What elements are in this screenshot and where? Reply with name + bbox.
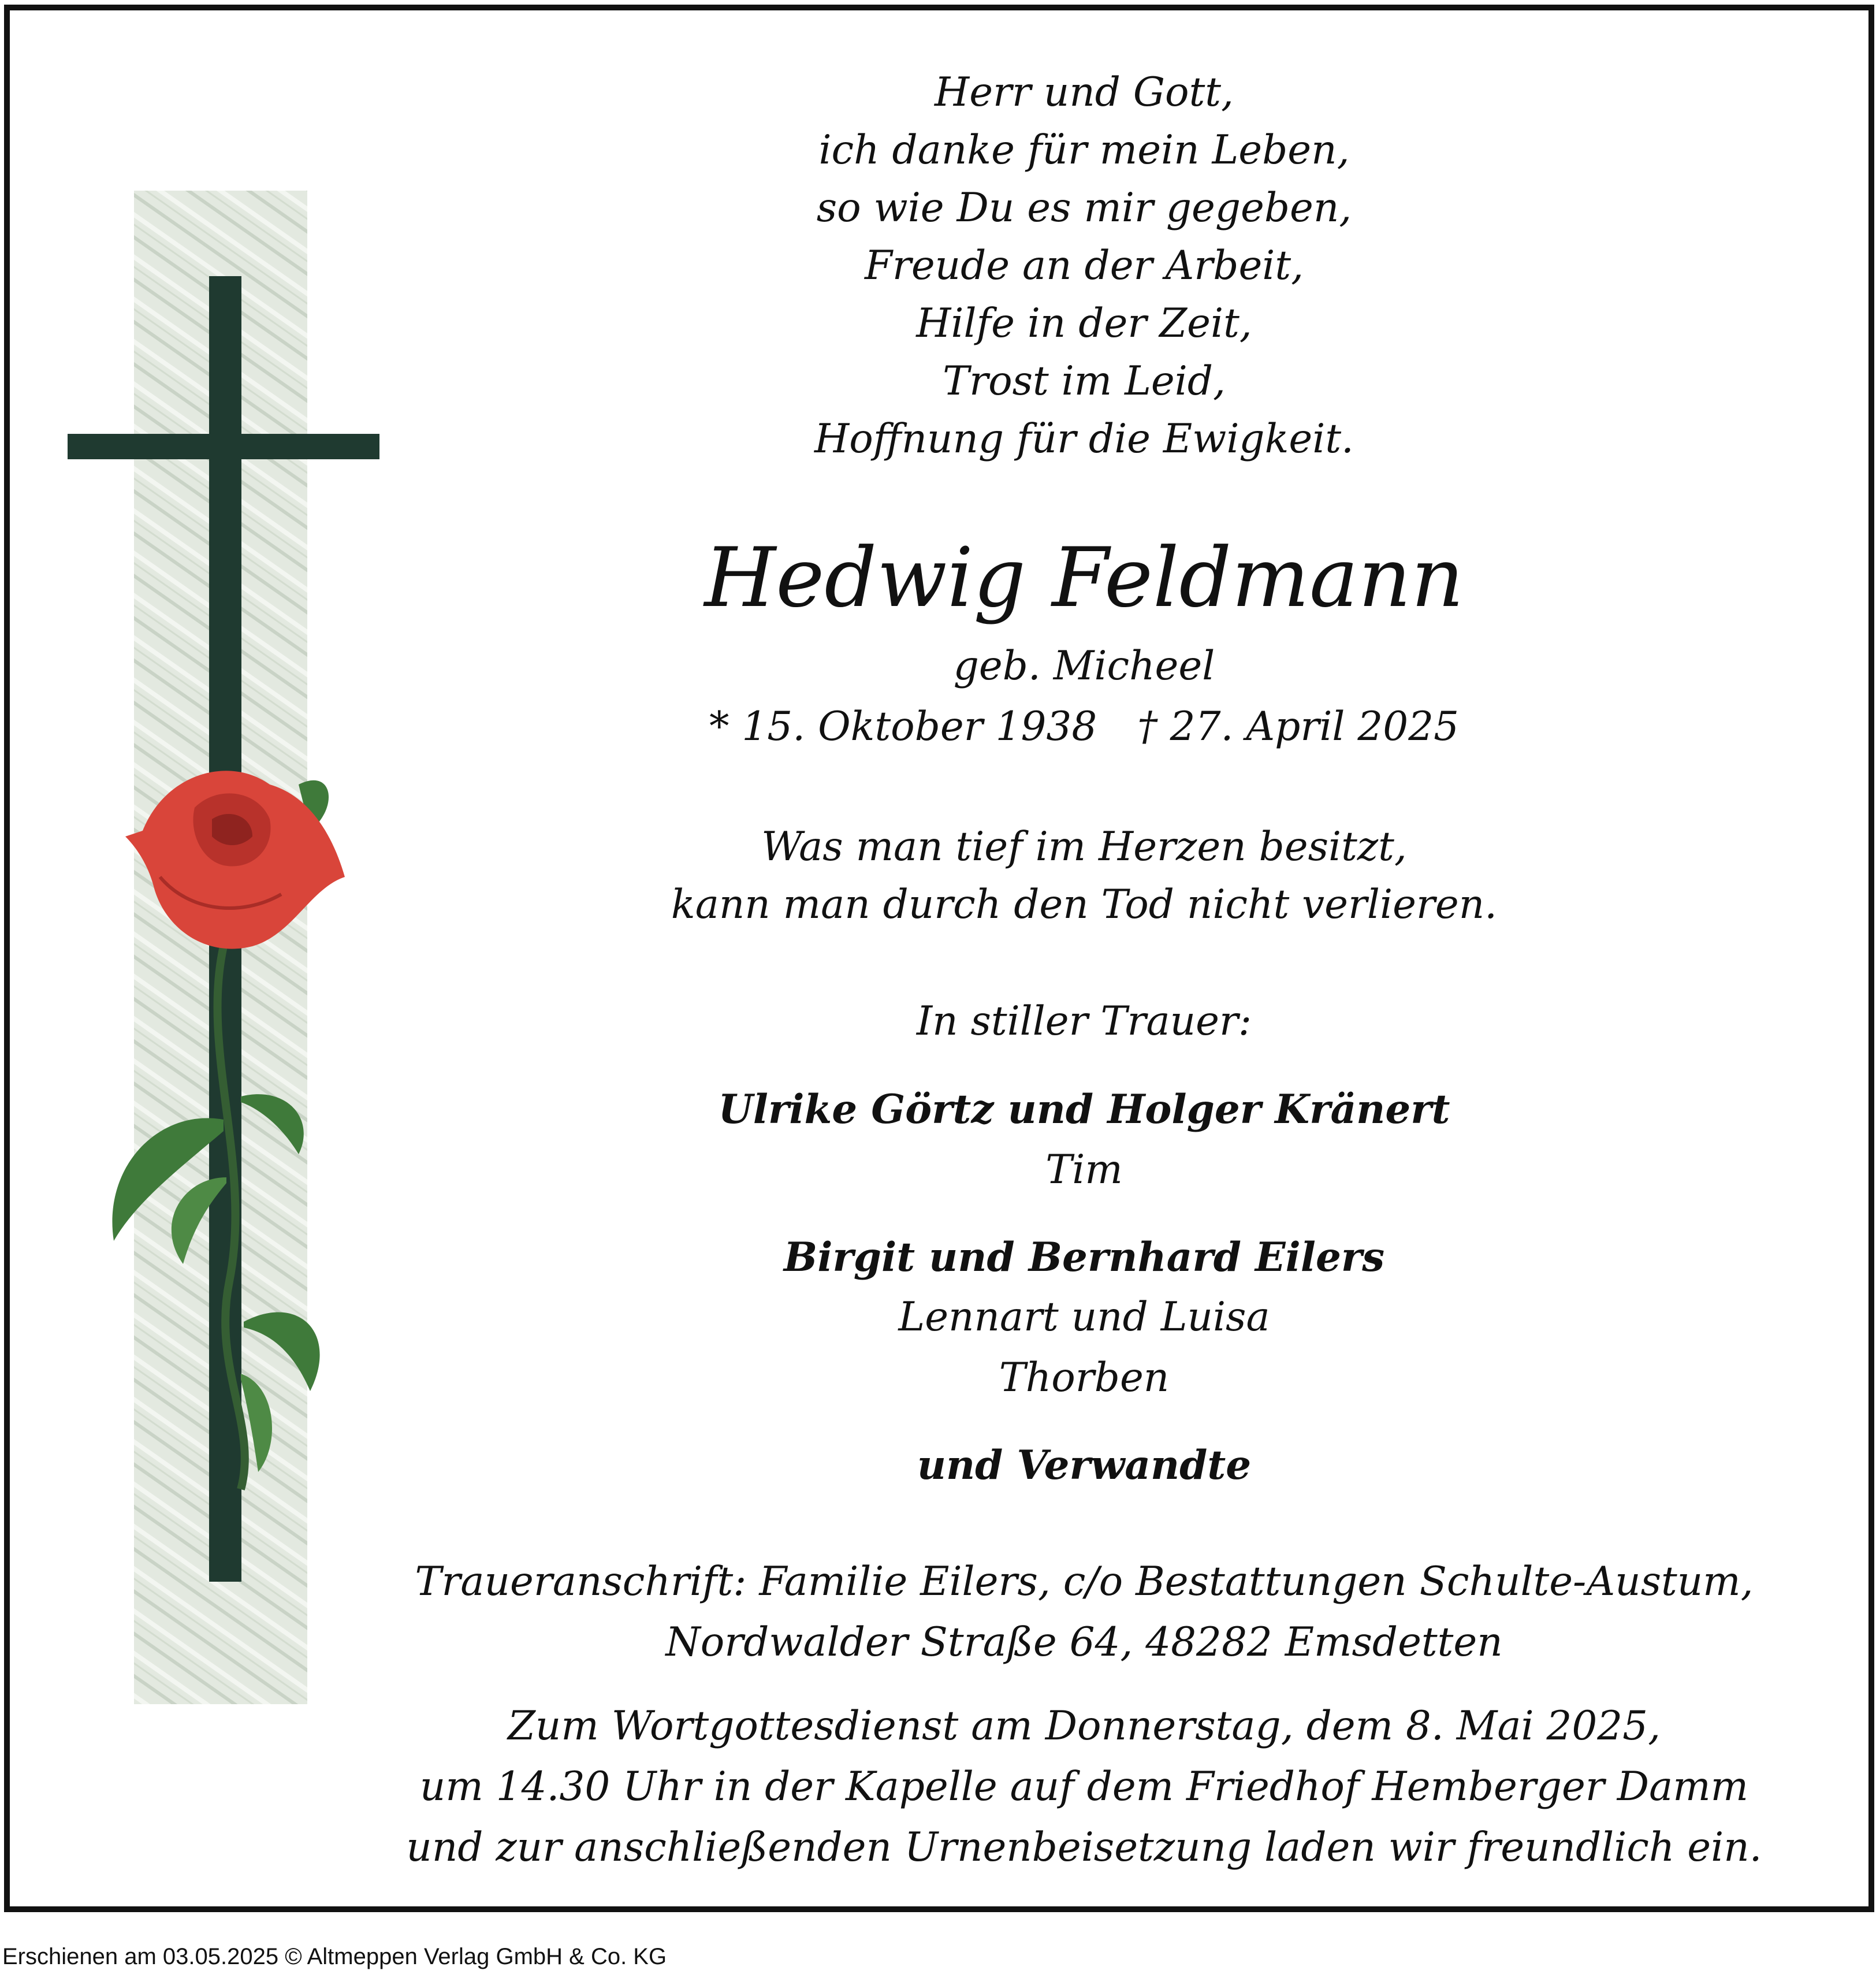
relatives-line: und Verwandte xyxy=(917,1442,1252,1489)
service-line: Zum Wortgottesdienst am Donnerstag, dem 8. Mai 2025, xyxy=(507,1703,1661,1749)
verse-line: Freude an der Arbeit, xyxy=(864,243,1304,289)
address-line: Traueranschrift: Familie Eilers, c/o Bestattungen Schulte-Austum, xyxy=(415,1559,1754,1605)
verse-line: Herr und Gott, xyxy=(935,69,1234,116)
mourner-group-name: Birgit und Bernhard Eilers xyxy=(783,1234,1385,1281)
life-dates xyxy=(391,704,1777,750)
service-line: um 14.30 Uhr in der Kapelle auf dem Friedhof Hemberger Damm xyxy=(419,1764,1749,1810)
verse-line: Hoffnung für die Ewigkeit. xyxy=(814,416,1354,462)
verse-line: Trost im Leid, xyxy=(943,358,1226,404)
address-line: Nordwalder Straße 64, 48282 Emsdetten xyxy=(665,1619,1503,1665)
quote-line: Was man tief im Herzen besitzt, xyxy=(761,824,1407,870)
verse-line: so wie Du es mir gegeben, xyxy=(816,185,1352,231)
cross-rose-graphic xyxy=(68,184,391,1709)
mourner-group-name: Ulrike Görtz und Holger Kränert xyxy=(718,1086,1450,1133)
mourner-child: Tim xyxy=(1045,1147,1123,1193)
maiden-name: geb. Micheel xyxy=(953,643,1215,689)
verse-line: ich danke für mein Leben, xyxy=(818,127,1350,173)
verse-line: Hilfe in der Zeit, xyxy=(916,300,1252,347)
publication-footer: Erschienen am 03.05.2025 © Altmeppen Verlag GmbH & Co. KG xyxy=(2,1944,667,1969)
cross-horizontal-beam xyxy=(68,434,379,459)
death-date: † 27. April 2025 xyxy=(1137,704,1460,750)
mourner-child: Lennart und Luisa xyxy=(898,1294,1270,1340)
quote-line: kann man durch den Tod nicht verlieren. xyxy=(671,882,1498,928)
obituary-frame xyxy=(4,5,1874,1912)
deceased-name: Hedwig Feldmann xyxy=(704,530,1464,626)
cross-with-rose-illustration xyxy=(68,184,391,1709)
mourning-intro: In stiller Trauer: xyxy=(916,998,1252,1044)
service-line: und zur anschließenden Urnenbeisetzung laden wir freundlich ein. xyxy=(406,1824,1762,1871)
mourner-child: Thorben xyxy=(999,1355,1170,1401)
birth-date: * 15. Oktober 1938 xyxy=(709,704,1097,750)
